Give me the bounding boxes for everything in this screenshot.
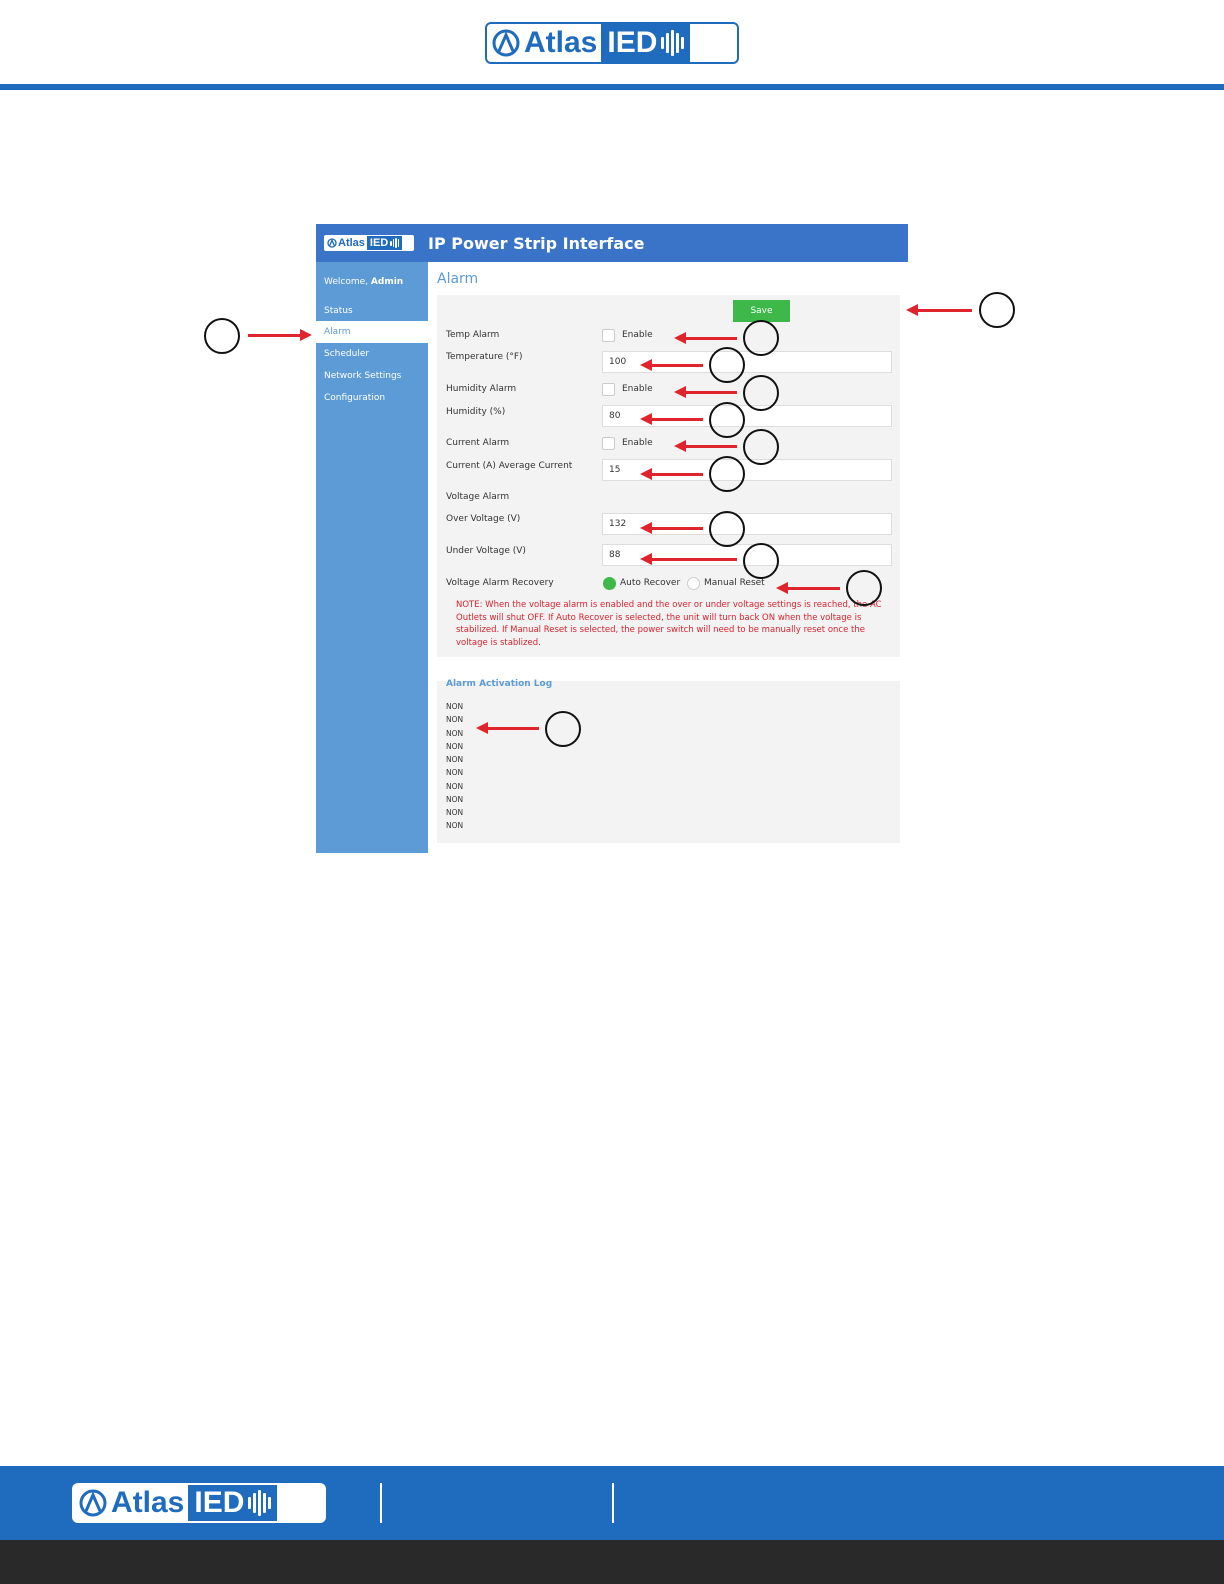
callout-arrow [248,334,302,337]
welcome-user: Admin [370,277,404,287]
callout-circle [743,429,779,465]
app-logo-atlas-text: Atlas [338,237,365,249]
sound-bars-icon [248,1490,271,1516]
atlas-logo-icon [78,1488,108,1518]
alarm-log-panel [437,681,900,843]
current-label: Current (A) Average Current [446,461,573,471]
callout-arrow [650,473,703,476]
sidebar-item-scheduler[interactable]: Scheduler [324,349,370,359]
save-button[interactable]: Save [733,300,790,322]
over-voltage-label: Over Voltage (V) [446,514,521,524]
app-logo [324,235,414,251]
welcome-prefix: Welcome, [324,277,369,287]
over-voltage-input[interactable]: 132 [602,513,892,535]
atlas-logo-icon [491,28,521,58]
log-entry: NON [446,821,464,830]
callout-circle [545,711,581,747]
current-enable-label: Enable [622,438,653,448]
callout-arrow [684,337,737,340]
footer-divider [380,1483,382,1523]
sidebar-item-alarm[interactable]: Alarm [316,321,428,343]
footer-divider [612,1483,614,1523]
callout-circle [709,456,745,492]
callout-circle [709,402,745,438]
callout-arrow [684,391,737,394]
callout-circle [743,543,779,579]
callout-arrow [650,527,703,530]
sidebar-item-status[interactable]: Status [324,306,353,316]
log-entry: NON [446,795,464,804]
footer-logo [72,1483,326,1523]
sound-bars-icon [390,238,399,248]
callout-arrow [684,445,737,448]
humidity-enable-label: Enable [622,384,653,394]
callout-arrow [650,364,703,367]
auto-recover-label: Auto Recover [620,578,681,588]
footer-logo-ied-text: IED [194,1486,245,1519]
log-entry: NON [446,768,464,777]
callout-circle [979,292,1015,328]
welcome-text [324,277,403,287]
under-voltage-input[interactable]: 88 [602,544,892,566]
page-title: Alarm [437,271,479,287]
humidity-alarm-checkbox[interactable] [602,383,615,396]
callout-circle [743,320,779,356]
callout-arrow [786,587,840,590]
callout-arrow [486,727,539,730]
app-logo-ied-text: IED [369,237,389,249]
atlas-logo-icon [327,238,337,248]
log-entry: NON [446,702,464,711]
sound-bars-icon [661,30,684,56]
voltage-alarm-label: Voltage Alarm [446,492,510,502]
log-entry: NON [446,808,464,817]
sidebar-item-configuration[interactable]: Configuration [324,393,386,403]
log-entry: NON [446,782,464,791]
temperature-input[interactable]: 100 [602,351,892,373]
footer-bar [0,1466,1224,1540]
header-rule [0,84,1224,90]
temp-enable-label: Enable [622,330,653,340]
app-header [316,224,908,262]
under-voltage-label: Under Voltage (V) [446,546,526,556]
callout-arrow [916,309,972,312]
sidebar-item-network-settings[interactable]: Network Settings [324,371,402,381]
temp-alarm-label: Temp Alarm [446,330,500,340]
voltage-note: NOTE: When the voltage alarm is enabled and the over or under voltage settings is reached, the AC Outlets will shut OFF. If Auto Recover is selected, the unit will turn back ON when the voltage is stabilized. If Manual Reset is selected, the power switch will need to be manually reset once the voltage is stablized. [456,600,882,648]
current-alarm-label: Current Alarm [446,438,510,448]
callout-arrow [650,418,703,421]
manual-reset-radio[interactable] [687,577,700,590]
log-entry: NON [446,715,464,724]
app-title: IP Power Strip Interface [428,233,645,253]
callout-arrow [650,558,737,561]
auto-recover-radio[interactable] [603,577,616,590]
callout-circle [709,511,745,547]
humidity-label: Humidity (%) [446,407,506,417]
logo-ied-text: IED [607,26,658,59]
callout-circle [846,570,882,606]
voltage-recovery-label: Voltage Alarm Recovery [446,578,554,588]
current-alarm-checkbox[interactable] [602,437,615,450]
humidity-input[interactable]: 80 [602,405,892,427]
footer-logo-atlas-text: Atlas [111,1486,185,1519]
manual-reset-label: Manual Reset [704,578,765,588]
ui-screenshot [316,224,908,853]
logo-atlas-text: Atlas [524,26,598,59]
callout-circle [709,347,745,383]
footer-bottom-bar [0,1540,1224,1584]
log-entry: NON [446,742,464,751]
temp-alarm-checkbox[interactable] [602,329,615,342]
log-entry: NON [446,755,464,764]
callout-circle [743,375,779,411]
alarm-log-title: Alarm Activation Log [446,679,553,689]
temperature-label: Temperature (°F) [446,352,523,362]
log-entry: NON [446,729,464,738]
callout-circle [204,318,240,354]
header-logo [485,22,739,64]
current-input[interactable]: 15 [602,459,892,481]
sidebar [316,262,428,853]
humidity-alarm-label: Humidity Alarm [446,384,517,394]
